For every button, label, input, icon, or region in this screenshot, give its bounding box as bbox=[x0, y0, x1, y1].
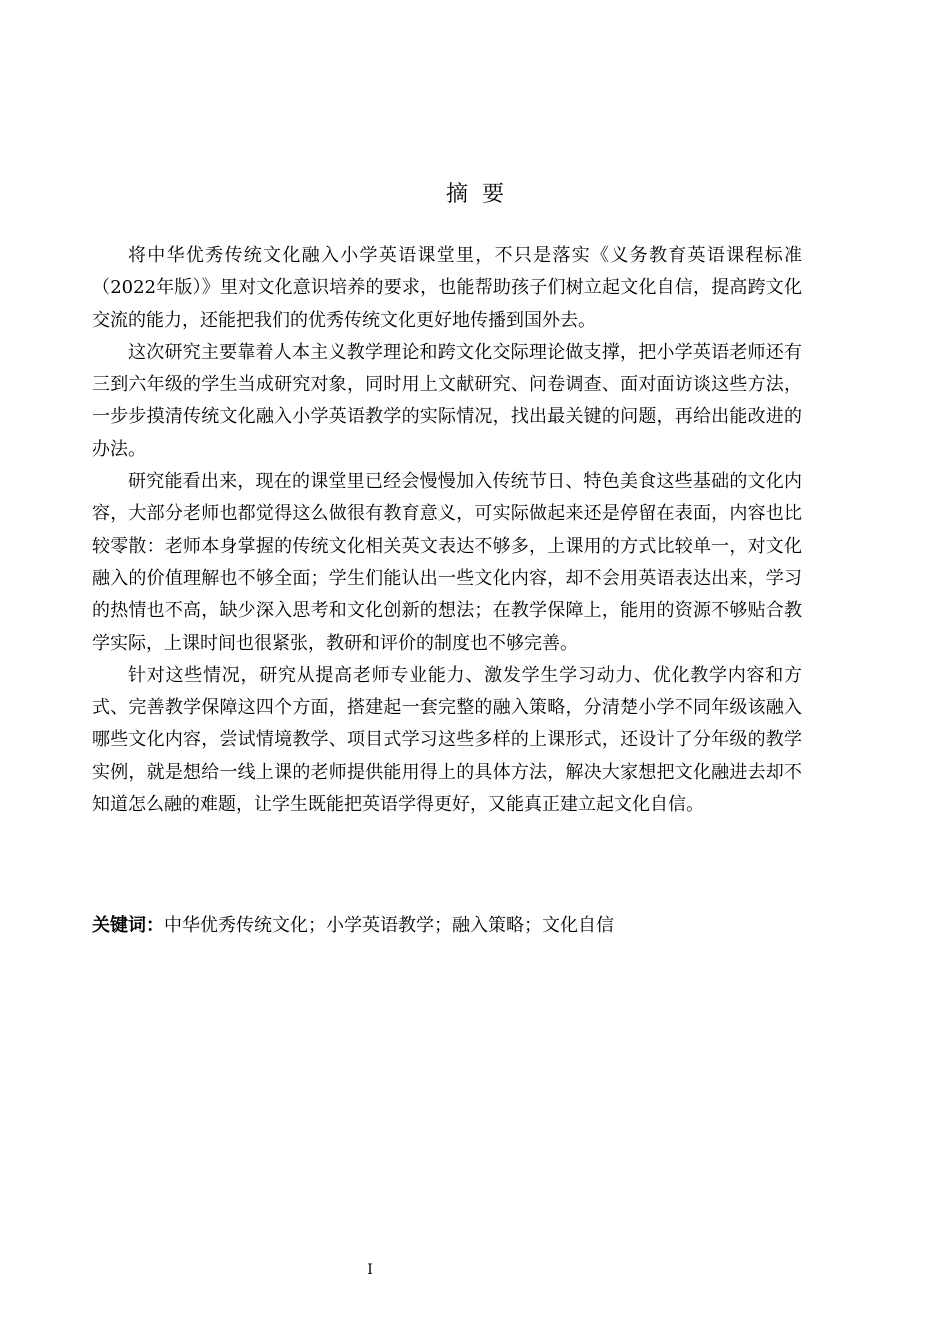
keywords bbox=[92, 910, 802, 942]
abstract-paragraph: 针对这些情况，研究从提高老师专业能力、激发学生学习动力、优化教学内容和方式、完善教学保障这四个方面，搭建起一套完整的融入策略，分清楚小学不同年级该融入哪些文化内容，尝试情境教学、项目式学习这些多样的上课形式，还设计了分年级的教学实例，就是想给一线上课的老师提供能用得上的具体方法，解决大家想把文化融进去却不知道怎么融的难题，让学生既能把英语学得更好，又能真正建立起文化自信。 bbox=[92, 664, 802, 816]
abstract-paragraph: 将中华优秀传统文化融入小学英语课堂里，不只是落实《义务教育英语课程标准（2022年版）》里对文化意识培养的要求，也能帮助孩子们树立起文化自信，提高跨文化交流的能力，还能把我们的优秀传统文化更好地传播到国外去。 bbox=[92, 245, 802, 331]
keywords-text: 中华优秀传统文化；小学英语教学；融入策略；文化自信 bbox=[164, 915, 614, 936]
keywords-label: 关键词： bbox=[92, 915, 164, 936]
abstract-paragraph: 研究能看出来，现在的课堂里已经会慢慢加入传统节日、特色美食这些基础的文化内容，大部分老师也都觉得这么做很有教育意义，可实际做起来还是停留在表面，内容也比较零散：老师本身掌握的传统文化相关英文表达不够多，上课用的方式比较单一，对文化融入的价值理解也不够全面；学生们能认出一些文化内容，却不会用英语表达出来，学习的热情也不高，缺少深入思考和文化创新的想法；在教学保障上，能用的资源不够贴合教学实际，上课时间也很紧张，教研和评价的制度也不够完善。 bbox=[92, 471, 802, 654]
page-title: 摘要 bbox=[445, 182, 518, 207]
page-number: I bbox=[367, 1262, 373, 1278]
abstract-paragraph: 这次研究主要靠着人本主义教学理论和跨文化交际理论做支撑，把小学英语老师还有三到六年级的学生当成研究对象，同时用上文献研究、问卷调查、面对面访谈这些方法，一步步摸清传统文化融入小学英语教学的实际情况，找出最关键的问题，再给出能改进的办法。 bbox=[92, 341, 802, 460]
abstract-body bbox=[92, 240, 802, 821]
